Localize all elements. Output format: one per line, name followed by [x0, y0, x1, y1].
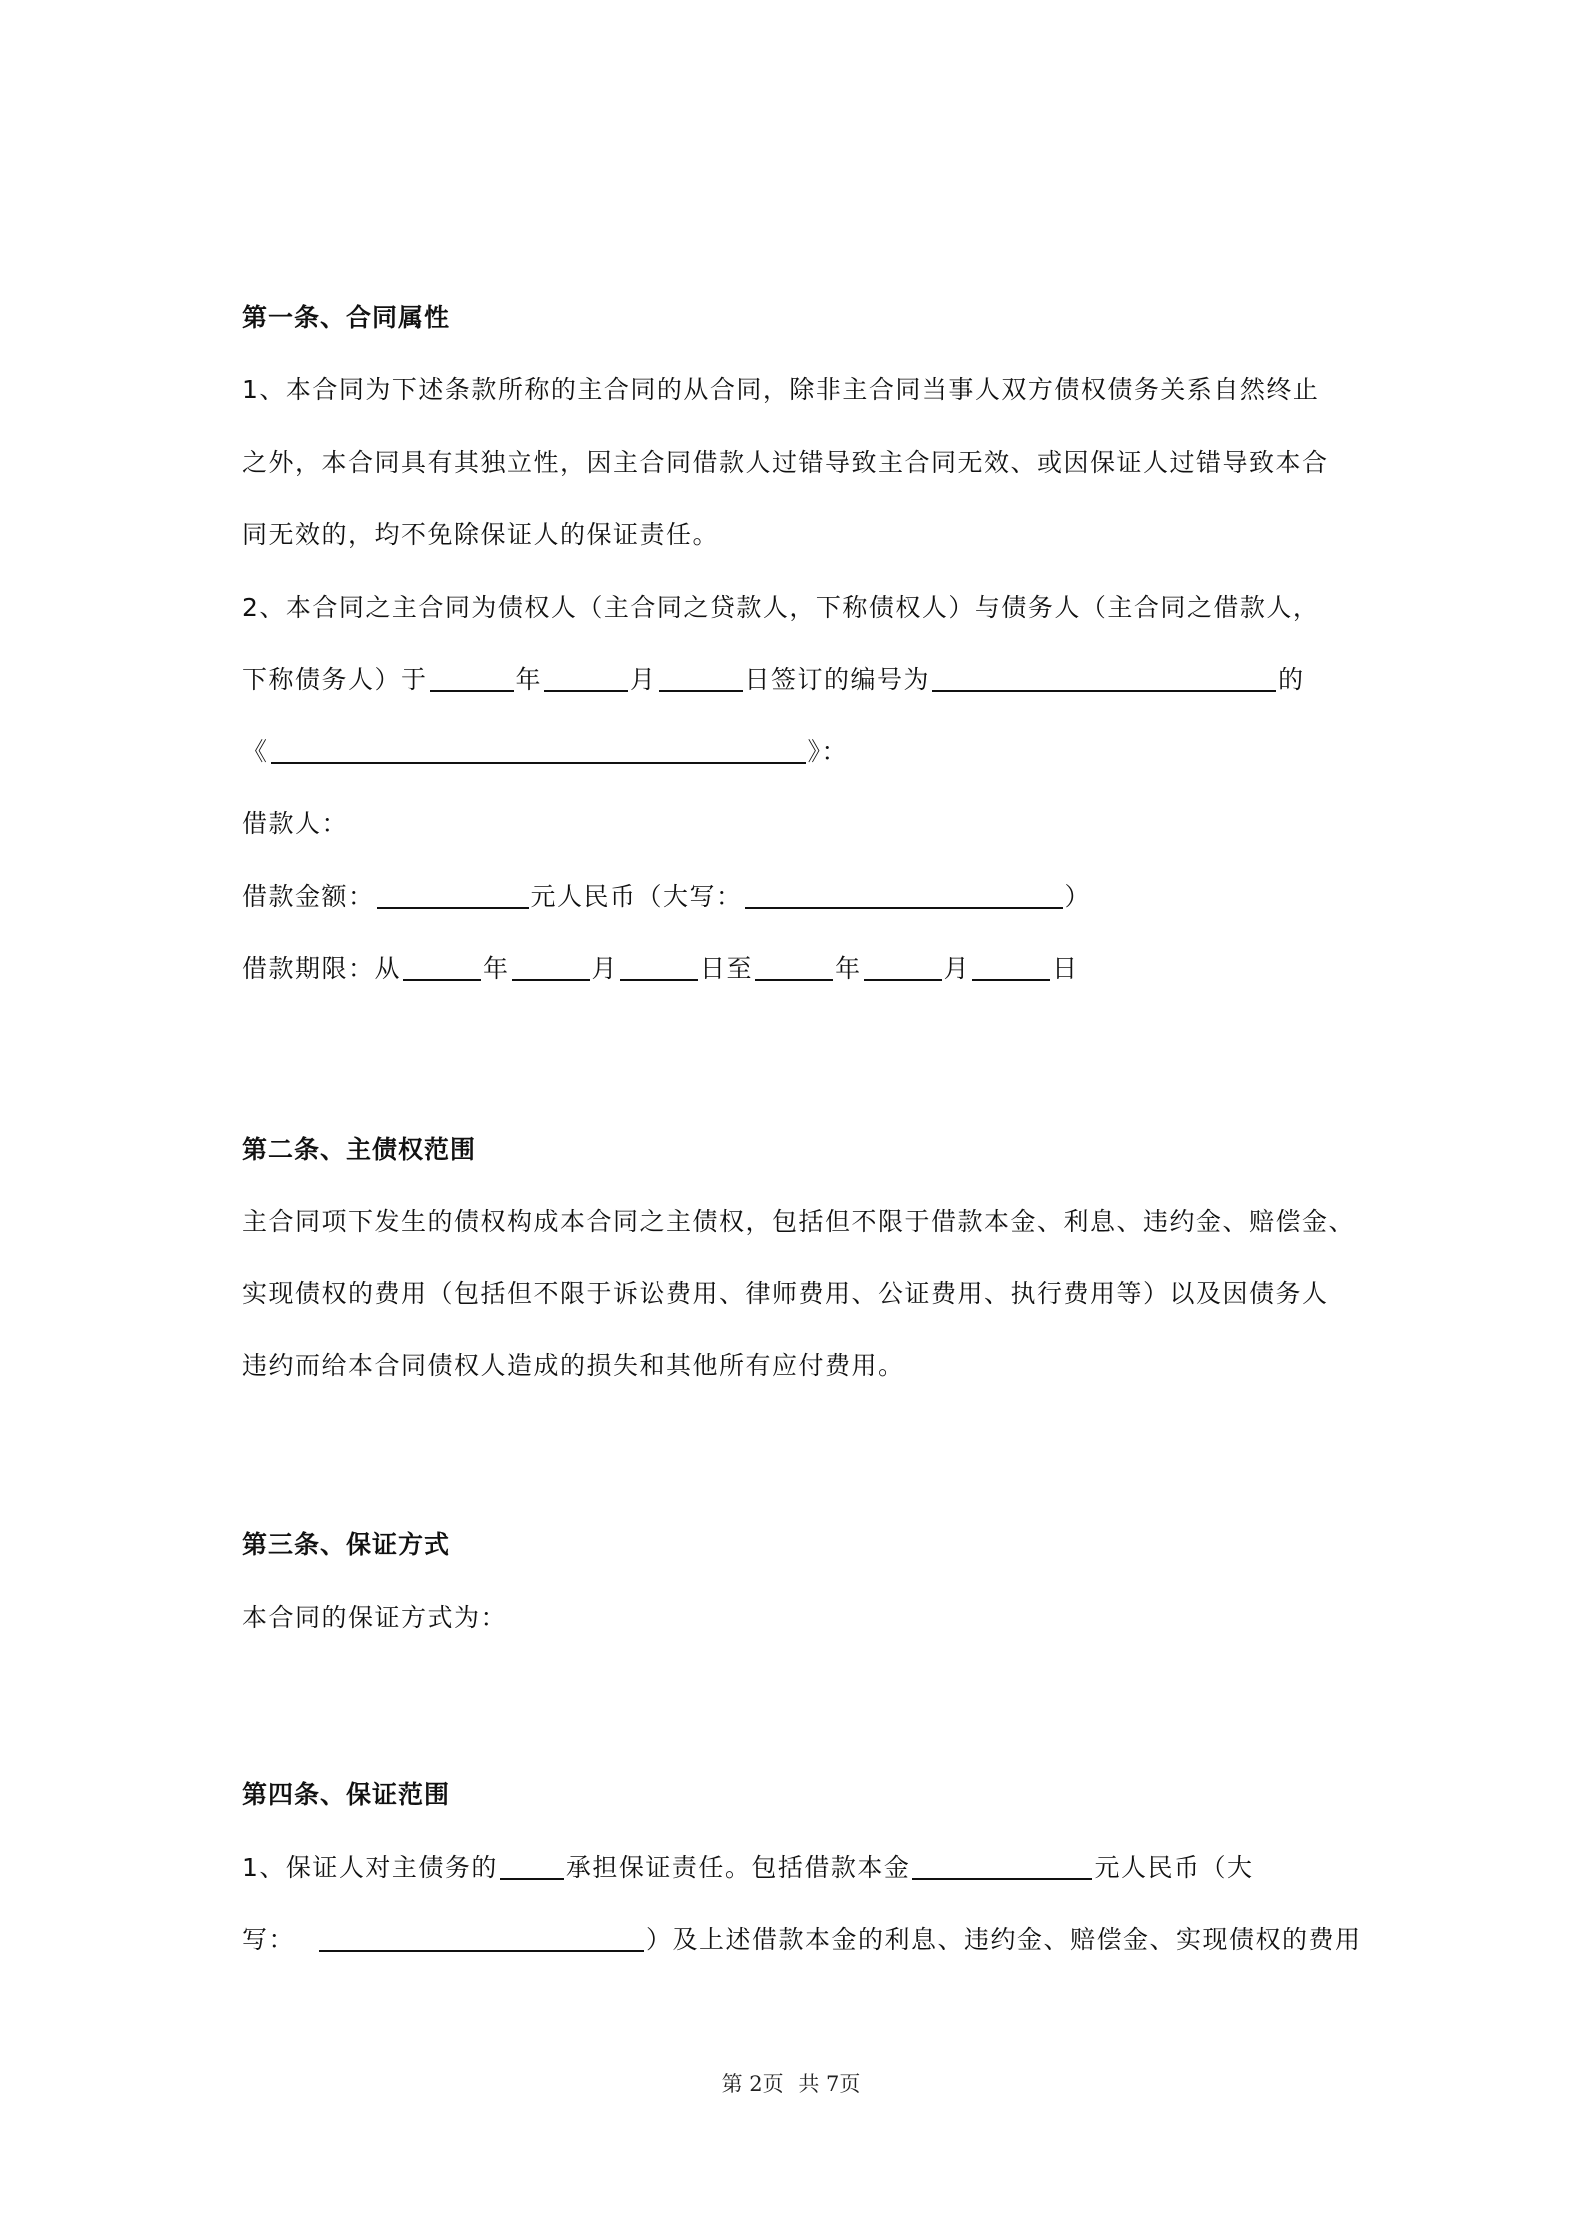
month-label: 月 [630, 665, 657, 694]
article-3-heading: 第三条、保证方式 [242, 1530, 451, 1559]
loan-term-label: 借款期限：从 [242, 954, 402, 983]
article-1-paragraph-1-line-3: 同无效的，均不免除保证人的保证责任。 [242, 520, 720, 549]
article-1-paragraph-1-line-2: 之外，本合同具有其独立性，因主合同借款人过错导致主合同无效、或因保证人过错导致本合 [242, 448, 1329, 477]
page-footer [0, 2068, 1582, 2098]
principal-unit: 元人民币（大 [1094, 1853, 1254, 1882]
article-1-paragraph-2-line-1: 2、本合同之主合同为债权人（主合同之贷款人，下称债权人）与债务人（主合同之借款人， [242, 593, 1320, 622]
contract-number-suffix: 的 [1278, 665, 1305, 694]
article-2-heading: 第二条、主债权范围 [242, 1135, 477, 1164]
loan-amount-blank[interactable] [377, 879, 529, 909]
year-label: 年 [483, 954, 510, 983]
guarantee-scope-prefix: 1、保证人对主债务的 [242, 1853, 498, 1882]
article-2-line-3: 违约而给本合同债权人造成的损失和其他所有应付费用。 [242, 1351, 905, 1380]
loan-amount-unit: 元人民币（大写： [530, 882, 743, 911]
term-start-month-blank[interactable] [512, 951, 590, 981]
article-4-heading: 第四条、保证范围 [242, 1780, 451, 1809]
loan-amount-close: ） [1064, 882, 1092, 911]
term-end-day-blank[interactable] [972, 951, 1050, 981]
day-to-label: 日至 [700, 954, 754, 983]
article-4-line-2-text: ）及上述借款本金的利息、违约金、赔偿金、实现债权的费用 [646, 1925, 1362, 1954]
year-label: 年 [835, 954, 862, 983]
contract-number-blank[interactable] [932, 662, 1276, 692]
loan-amount-label: 借款金额： [242, 882, 375, 911]
month-label: 月 [943, 954, 971, 983]
principal-amount-blank[interactable] [912, 1850, 1092, 1880]
article-1-paragraph-1-line-1: 1、本合同为下述条款所称的主合同的从合同，除非主合同当事人双方债权债务关系自然终止 [242, 375, 1320, 404]
loan-amount-words-blank[interactable] [745, 879, 1063, 909]
loan-amount-line [242, 877, 1091, 917]
term-end-year-blank[interactable] [755, 951, 833, 981]
borrower-line: 借款人： [242, 809, 349, 838]
contract-title-line [242, 732, 848, 772]
principal-label: 承担保证责任。包括借款本金 [565, 1853, 911, 1882]
article-2-line-1: 主合同项下发生的债权构成本合同之主债权，包括但不限于借款本金、利息、违约金、赔偿金、 [242, 1207, 1356, 1236]
signing-year-blank[interactable] [430, 662, 514, 692]
book-title-open: 《 [242, 737, 269, 766]
loan-term-line [242, 949, 1079, 989]
contract-title-blank[interactable] [271, 734, 806, 764]
page-total: 共 7页 [798, 2072, 861, 2096]
article-1-paragraph-2-line-2 [242, 660, 1305, 700]
contract-number-prefix: 日签订的编号为 [744, 665, 931, 694]
article-4-line-1 [242, 1848, 1253, 1888]
principal-words-blank[interactable] [319, 1922, 644, 1952]
book-title-close: 》： [807, 737, 849, 766]
year-label: 年 [515, 665, 543, 694]
page-number: 第 2页 [721, 2072, 784, 2096]
article-2-line-2: 实现债权的费用（包括但不限于诉讼费用、律师费用、公证费用、执行费用等）以及因债务人 [242, 1279, 1329, 1308]
signing-month-blank[interactable] [544, 662, 628, 692]
article-1-heading: 第一条、合同属性 [242, 303, 451, 332]
article-4-line-2 [242, 1920, 1362, 1960]
day-label: 日 [1052, 954, 1079, 983]
term-start-year-blank[interactable] [403, 951, 481, 981]
signing-date-prefix: 下称债务人）于 [242, 665, 428, 694]
month-label: 月 [591, 954, 619, 983]
term-end-month-blank[interactable] [864, 951, 942, 981]
principal-words-label: 写： [242, 1925, 296, 1954]
term-start-day-blank[interactable] [620, 951, 698, 981]
guarantee-scope-blank[interactable] [500, 1850, 564, 1880]
article-3-line-1: 本合同的保证方式为： [242, 1603, 508, 1632]
signing-day-blank[interactable] [659, 662, 743, 692]
